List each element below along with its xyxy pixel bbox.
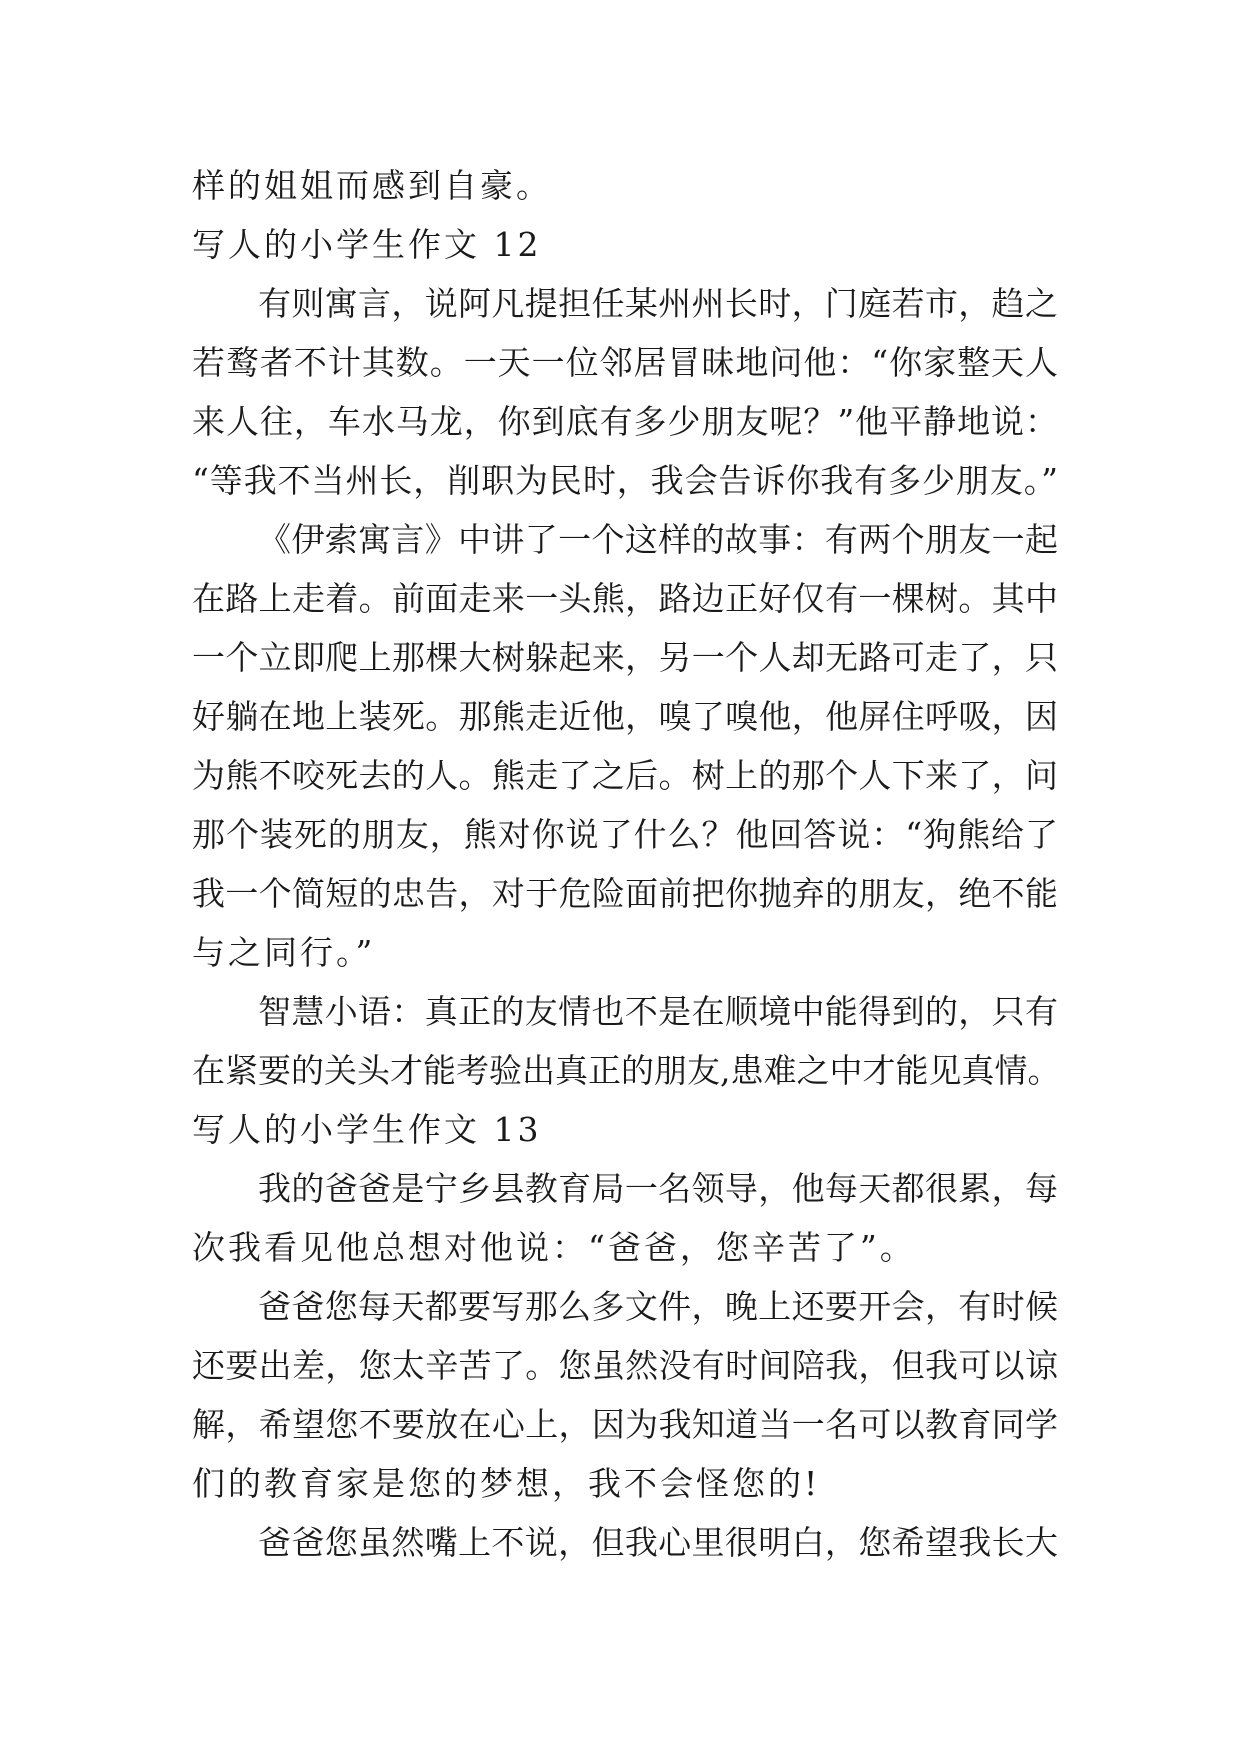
- text-line: 智慧小语：真正的友情也不是在顺境中能得到的，只有: [258, 992, 1058, 1031]
- text-line: 那个装死的朋友，熊对你说了什么？他回答说：“狗熊给了: [192, 815, 1058, 854]
- document-body: [192, 156, 1061, 1572]
- text-line: 爸爸您每天都要写那么多文件，晚上还要开会，有时候: [258, 1287, 1058, 1326]
- text-line: 在紧要的关头才能考验出真正的朋友,患难之中才能见真情。: [192, 1051, 1061, 1090]
- text-line: 们的教育家是您的梦想，我不会怪您的!: [192, 1464, 821, 1503]
- text-line: 为熊不咬死去的人。熊走了之后。树上的那个人下来了，问: [192, 756, 1058, 795]
- text-line: “等我不当州长，削职为民时，我会告诉你我有多少朋友。”: [192, 461, 1058, 500]
- text-line: 我一个简短的忠告，对于危险面前把你抛弃的朋友，绝不能: [192, 874, 1058, 913]
- text-line: 与之同行。”: [192, 933, 376, 972]
- section-title: 写人的小学生作文 13: [192, 1110, 542, 1149]
- text-line: 我的爸爸是宁乡县教育局一名领导，他每天都很累，每: [258, 1169, 1058, 1208]
- text-line: 若鹜者不计其数。一天一位邻居冒昧地问他：“你家整天人: [192, 343, 1058, 382]
- text-line: 一个立即爬上那棵大树躲起来，另一个人却无路可走了，只: [192, 638, 1058, 677]
- text-line: 爸爸您虽然嘴上不说，但我心里很明白，您希望我长大: [258, 1523, 1058, 1562]
- text-line: 来人往，车水马龙，你到底有多少朋友呢？”他平静地说：: [192, 402, 1058, 441]
- section-title: 写人的小学生作文 12: [192, 225, 542, 264]
- text-line: 样的姐姐而感到自豪。: [192, 166, 552, 205]
- text-line: 有则寓言，说阿凡提担任某州州长时，门庭若市，趋之: [258, 284, 1058, 323]
- text-line: 《伊索寓言》中讲了一个这样的故事：有两个朋友一起: [258, 520, 1058, 559]
- text-line: 解，希望您不要放在心上，因为我知道当一名可以教育同学: [192, 1405, 1058, 1444]
- text-line: 还要出差，您太辛苦了。您虽然没有时间陪我，但我可以谅: [192, 1346, 1058, 1385]
- text-line: 好躺在地上装死。那熊走近他，嗅了嗅他，他屏住呼吸，因: [192, 697, 1058, 736]
- text-line: 在路上走着。前面走来一头熊，路边正好仅有一棵树。其中: [192, 579, 1058, 618]
- text-line: 次我看见他总想对他说：“爸爸，您辛苦了”。: [192, 1228, 916, 1267]
